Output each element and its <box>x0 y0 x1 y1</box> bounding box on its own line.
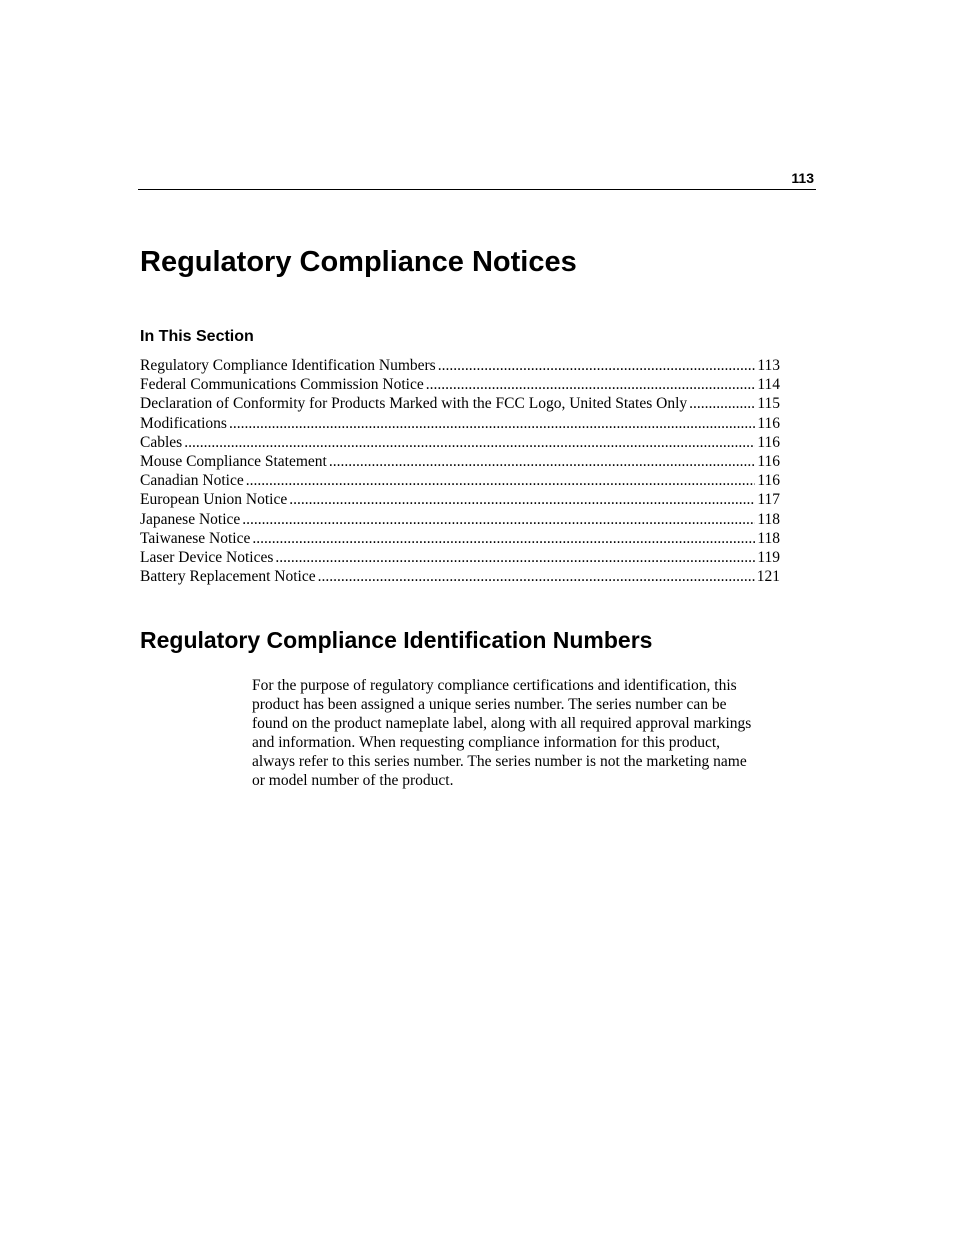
toc-entry-regulatory-compliance-identification-numbers[interactable] <box>140 356 780 375</box>
toc-dot-leader <box>329 452 755 471</box>
toc-entry-page: 119 <box>757 548 780 566</box>
toc-dot-leader <box>438 356 756 375</box>
toc-dot-leader <box>229 414 755 433</box>
toc-entry-mouse-compliance-statement[interactable] <box>140 452 780 471</box>
toc-entry-cables[interactable] <box>140 433 780 452</box>
toc-dot-leader <box>289 490 755 509</box>
toc-entry-title: Japanese Notice <box>140 510 241 528</box>
toc-entry-page: 115 <box>757 395 780 413</box>
toc-entry-canadian-notice[interactable] <box>140 471 780 490</box>
toc-dot-leader <box>252 529 755 548</box>
section-body-paragraph <box>252 676 812 791</box>
toc-entry-page: 121 <box>756 568 780 586</box>
paragraph-line: and information. When requesting compliance information for this product, <box>252 734 721 752</box>
toc-entry-title: Mouse Compliance Statement <box>140 452 327 470</box>
section-title: Regulatory Compliance Identification Numbers <box>140 627 653 653</box>
toc-entry-page: 116 <box>757 433 780 451</box>
toc-entry-japanese-notice[interactable] <box>140 510 780 529</box>
toc-entry-page: 118 <box>757 529 780 547</box>
toc-dot-leader <box>246 471 756 490</box>
paragraph-line: product has been assigned a unique series number. The series number can be <box>252 696 727 714</box>
toc-entry-page: 116 <box>757 452 780 470</box>
toc-dot-leader <box>426 375 756 394</box>
toc-entry-title: European Union Notice <box>140 491 288 509</box>
toc-dot-leader <box>275 548 755 567</box>
table-of-contents <box>140 356 780 586</box>
toc-entry-page: 117 <box>757 491 780 509</box>
toc-entry-title: Federal Communications Commission Notice <box>140 376 424 394</box>
toc-entry-title: Canadian Notice <box>140 472 244 490</box>
toc-entry-page: 113 <box>757 357 780 374</box>
toc-entry-title: Taiwanese Notice <box>140 529 251 547</box>
paragraph-line: always refer to this series number. The series number is not the marketing name <box>252 753 747 771</box>
toc-entry-page: 116 <box>757 414 780 432</box>
toc-entry-declaration-of-conformity[interactable] <box>140 394 780 413</box>
chapter-title: Regulatory Compliance Notices <box>140 246 577 278</box>
toc-entry-title: Cables <box>140 433 183 451</box>
toc-entry-laser-device-notices[interactable] <box>140 548 780 567</box>
paragraph-line: For the purpose of regulatory compliance certifications and identification, this <box>252 677 737 694</box>
toc-heading: In This Section <box>140 328 254 345</box>
toc-entry-page: 114 <box>757 376 780 394</box>
toc-entry-title: Battery Replacement Notice <box>140 568 316 586</box>
toc-entry-battery-replacement-notice[interactable] <box>140 567 780 586</box>
toc-dot-leader <box>689 394 755 413</box>
paragraph-line: found on the product nameplate label, along with all required approval markings <box>252 715 752 733</box>
toc-dot-leader <box>184 433 755 452</box>
page-number: 113 <box>791 170 814 186</box>
toc-entry-page: 118 <box>757 510 780 528</box>
toc-entry-federal-communications-commission-notice[interactable] <box>140 375 780 394</box>
toc-entry-taiwanese-notice[interactable] <box>140 529 780 548</box>
toc-entry-title: Declaration of Conformity for Products Marked with the FCC Logo, United States Only <box>140 395 688 413</box>
toc-dot-leader <box>318 567 755 586</box>
header-rule <box>138 189 816 190</box>
toc-entry-title: Modifications <box>140 414 227 432</box>
paragraph-line: or model number of the product. <box>252 772 454 790</box>
toc-entry-page: 116 <box>757 472 780 490</box>
toc-dot-leader <box>242 510 755 529</box>
toc-entry-title: Laser Device Notices <box>140 548 274 566</box>
toc-entry-european-union-notice[interactable] <box>140 490 780 509</box>
toc-entry-title: Regulatory Compliance Identification Numbers <box>140 357 436 374</box>
toc-entry-modifications[interactable] <box>140 414 780 433</box>
